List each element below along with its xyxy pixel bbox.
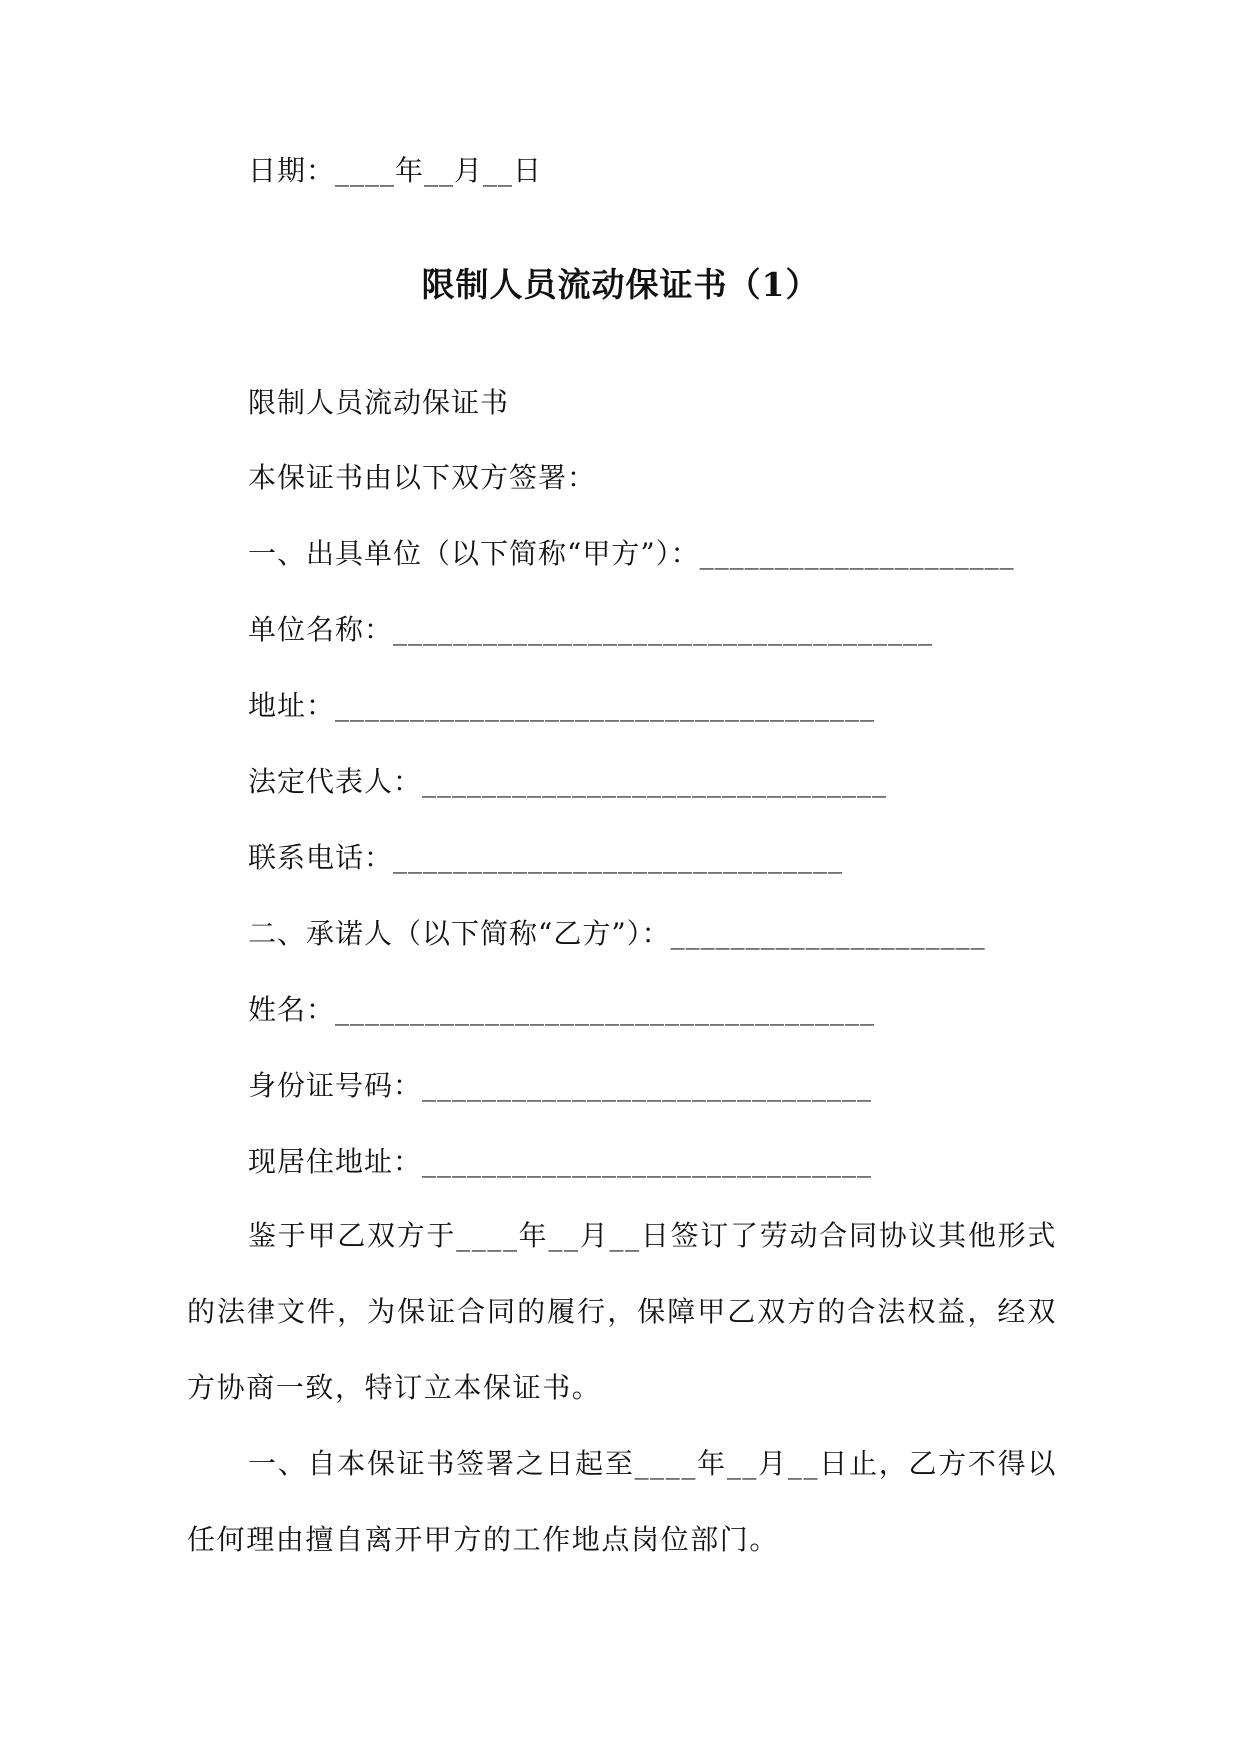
- intro-line: 本保证书由以下双方签署：: [248, 461, 597, 494]
- date-line: 日期：____年__月__日: [248, 154, 543, 187]
- legal-rep-field: 法定代表人：_______________________________: [248, 765, 888, 798]
- document-subtitle: 限制人员流动保证书: [248, 386, 510, 419]
- whereas-paragraph: 鉴于甲乙双方于____年__月__日签订了劳动合同协议其他形式的法律文件，为保证合同的履行，保障甲乙双方的合法权益，经双方协商一致，特订立本保证书。: [187, 1219, 1057, 1404]
- company-name-field: 单位名称：____________________________________: [248, 613, 934, 646]
- phone-field: 联系电话：______________________________: [248, 841, 844, 874]
- id-number-field: 身份证号码：______________________________: [248, 1069, 873, 1102]
- residence-field: 现居住地址：______________________________: [248, 1145, 873, 1178]
- party-a-heading: 一、出具单位（以下简称“甲方”）：_____________________: [248, 537, 1015, 570]
- clause-one-paragraph: 一、自本保证书签署之日起至____年__月__日止，乙方不得以任何理由擅自离开甲方的工作地点岗位部门。: [187, 1447, 1057, 1556]
- party-b-heading: 二、承诺人（以下简称“乙方”）：_____________________: [248, 917, 986, 950]
- document-title: 限制人员流动保证书（1）: [421, 265, 820, 304]
- address-field: 地址：____________________________________: [248, 689, 876, 722]
- name-field: 姓名：____________________________________: [248, 993, 876, 1026]
